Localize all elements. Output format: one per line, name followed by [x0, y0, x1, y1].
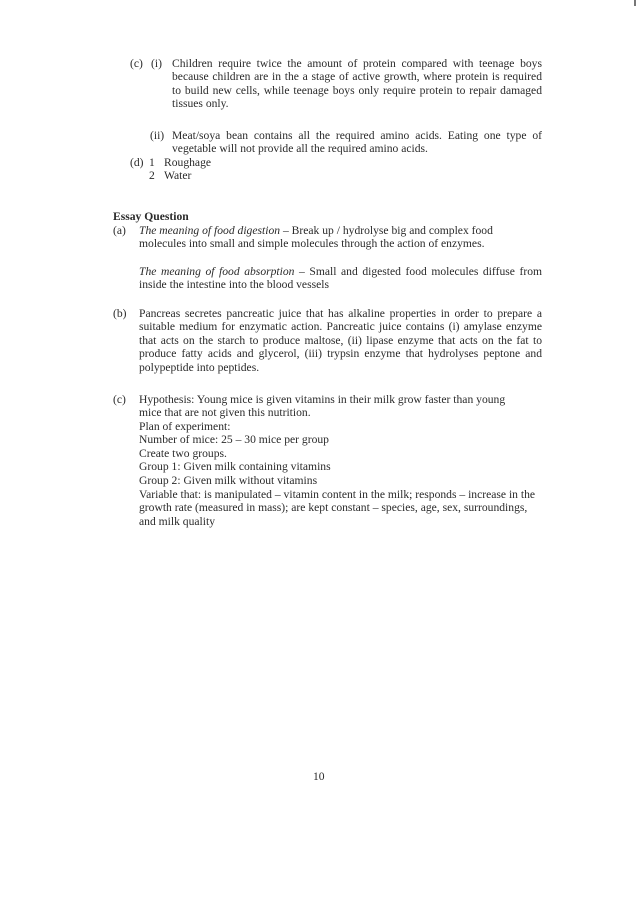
- essay-c-plan-line: Group 1: Given milk containing vitamins: [139, 460, 331, 474]
- essay-a-term-digestion: The meaning of food digestion: [139, 224, 281, 237]
- essay-a-paragraph-2: [139, 265, 542, 292]
- essay-b-text: Pancreas secretes pancreatic juice that has alkaline properties in order to prepare a suitable medium for enzymatic action. Pancreatic juice contains (i) amylase enzyme that acts on the starch to produce maltose, (ii) lipase enzyme that acts on the fat to produce fatty acids and glycerol, (iii) trypsin enzyme that hydrolyses peptone and polypeptide into peptides.: [139, 307, 542, 374]
- answer-d-item-number: 2: [149, 169, 155, 182]
- answer-c-i-label: (i): [151, 57, 162, 70]
- answer-d-item-text: Water: [164, 169, 192, 182]
- essay-c-variables: Variable that: is manipulated – vitamin content in the milk; responds – increase in the growth rate (measured in mass); are kept constant – species, age, sex, surroundings, and milk quality: [139, 488, 536, 528]
- essay-a-paragraph-1: [139, 224, 519, 251]
- essay-c-plan-line: Group 2: Given milk without vitamins: [139, 473, 318, 487]
- essay-c-hypothesis: Hypothesis: Young mice is given vitamins in their milk grow faster than young mice that are not given this nutrition.: [139, 393, 506, 420]
- essay-a-definition-absorption: – Small and digested food molecules diffuse from inside the intestine into the blood vessels: [139, 265, 543, 292]
- answer-c-label: (c): [130, 57, 143, 70]
- page-number: 10: [313, 770, 325, 783]
- essay-c-plan-line: Plan of experiment:: [139, 420, 231, 433]
- essay-c-label: (c): [113, 393, 126, 406]
- answer-d-item-text: Roughage: [164, 156, 212, 169]
- essay-a-definition-digestion: – Break up / hydrolyse big and complex food molecules into small and simple molecules through the action of enzymes.: [139, 224, 493, 251]
- answer-c-ii-label: (ii): [150, 129, 165, 142]
- essay-b-label: (b): [113, 307, 127, 320]
- essay-heading: Essay Question: [113, 210, 189, 223]
- answer-c-i-text: Children require twice the amount of protein compared with teenage boys because children are in the a stage of active growth, where protein is required to build new cells, while teenage boys only require protein to repair damaged tissues only.: [172, 57, 542, 111]
- answer-d-item-number: 1: [149, 156, 155, 169]
- essay-c-plan-line: Create two groups.: [139, 446, 227, 460]
- answer-d-label: (d): [130, 156, 144, 169]
- scan-edge-mark: [634, 0, 636, 6]
- essay-a-term-absorption: The meaning of food absorption: [139, 265, 295, 278]
- essay-c-plan-line: Number of mice: 25 – 30 mice per group: [139, 433, 329, 447]
- essay-c-plan-list: [139, 420, 539, 487]
- essay-a-label: (a): [113, 224, 126, 237]
- answer-c-ii-text: Meat/soya bean contains all the required amino acids. Eating one type of vegetable will not provide all the required amino acids.: [172, 129, 542, 156]
